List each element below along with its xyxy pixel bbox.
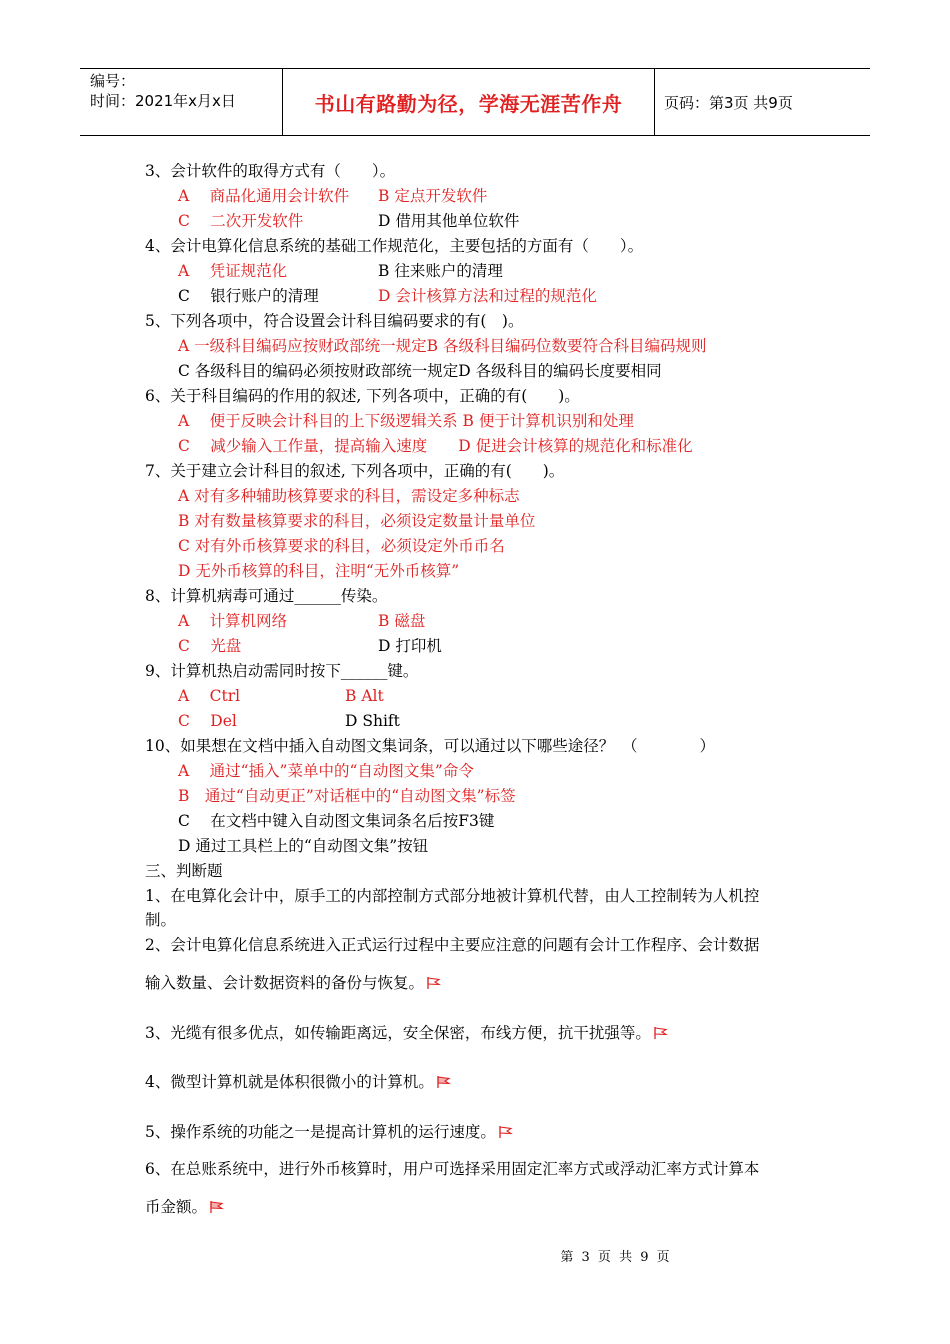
- answer-text: B 通过“自动更正”对话框中的“自动图文集”标签: [178, 787, 516, 805]
- header-meta: [80, 69, 283, 135]
- text-line: [145, 310, 523, 332]
- body-text: D 通过工具栏上的“自动图文集”按钮: [178, 837, 429, 855]
- body-text: 3、会计软件的取得方式有（ ）。: [145, 162, 396, 180]
- answer-text: C 减少输入工作量，提高输入速度 D 促进会计核算的规范化和标准化: [178, 437, 693, 455]
- flag-icon: [653, 1026, 668, 1040]
- answer-text: A 计算机网络: [178, 612, 288, 630]
- footer-total-prefix: 共: [619, 1250, 633, 1265]
- text-line: [178, 560, 459, 582]
- body-text: 输入数量、会计数据资料的备份与恢复。: [145, 974, 425, 992]
- answer-text: C 对有外币核算要求的科目，必须设定外币币名: [178, 537, 505, 555]
- flag-icon: [209, 1200, 224, 1214]
- answer-text: A 通过“插入”菜单中的“自动图文集”命令: [178, 762, 474, 780]
- flag-icon: [426, 976, 441, 990]
- answer-text: B 磁盘: [378, 612, 426, 630]
- text-line: [178, 760, 474, 782]
- body-text: D Shift: [345, 712, 400, 730]
- header-page-info: 页码：第3页 共9页: [664, 93, 793, 112]
- answer-text: A 便于反映会计科目的上下级逻辑关系 B 便于计算机识别和处理: [178, 412, 634, 430]
- body-text: B 往来账户的清理: [378, 262, 503, 280]
- doc-number-label: 编号：: [90, 72, 136, 90]
- text-line: [145, 1196, 224, 1218]
- body-text: 7、关于建立会计科目的叙述, 下列各项中，正确的有( )。: [145, 462, 565, 480]
- footer-page-number: 3: [581, 1250, 590, 1265]
- footer-page-suffix: 页: [597, 1250, 611, 1265]
- text-line: [145, 460, 564, 482]
- answer-text: C Del: [178, 712, 237, 730]
- body-text: 5、下列各项中，符合设置会计科目编码要求的有( )。: [145, 312, 524, 330]
- text-line: [178, 210, 520, 232]
- text-line: [178, 785, 516, 807]
- body-text: 6、在总账系统中，进行外币核算时，用户可选择采用固定汇率方式或浮动汇率方式计算本: [145, 1160, 760, 1178]
- body-text: D 打印机: [378, 637, 442, 655]
- text-line: [178, 710, 400, 732]
- text-line: [178, 410, 634, 432]
- body-text: 制。: [145, 911, 177, 929]
- body-text: C 在文档中键入自动图文集词条名后按F3键: [178, 812, 495, 830]
- footer-total-pages: 9: [640, 1250, 649, 1265]
- text-line: [178, 635, 442, 657]
- answer-text: B Alt: [345, 687, 384, 705]
- text-line: [145, 235, 643, 257]
- answer-text: A 一级科目编码应按财政部统一规定B 各级科目编码位数要符合科目编码规则: [178, 337, 707, 355]
- text-line: [178, 185, 488, 207]
- text-line: [178, 835, 428, 857]
- body-text: 6、关于科目编码的作用的叙述, 下列各项中，正确的有( )。: [145, 387, 580, 405]
- answer-text: C 二次开发软件: [178, 212, 304, 230]
- body-text: 1、在电算化会计中，原手工的内部控制方式部分地被计算机代替，由人工控制转为人机控: [145, 887, 760, 905]
- body-text: 10、如果想在文档中插入自动图文集词条，可以通过以下哪些途径？ （ ）: [145, 737, 715, 755]
- answer-text: A 对有多种辅助核算要求的科目，需设定多种标志: [178, 487, 520, 505]
- text-line: [145, 1121, 513, 1143]
- body-text: 4、微型计算机就是体积很微小的计算机。: [145, 1073, 434, 1091]
- text-line: [145, 160, 395, 182]
- text-line: [145, 885, 759, 907]
- footer-prefix: 第: [560, 1250, 574, 1265]
- answer-text: B 定点开发软件: [378, 187, 488, 205]
- text-line: [178, 335, 706, 357]
- answer-text: D 会计核算方法和过程的规范化: [378, 287, 597, 305]
- body-text: 币金额。: [145, 1198, 208, 1216]
- body-text: C 银行账户的清理: [178, 287, 319, 305]
- text-line: [145, 972, 441, 994]
- body-text: 9、计算机热启动需同时按下______键。: [145, 662, 419, 680]
- flag-icon: [498, 1125, 513, 1139]
- body-text: C 各级科目的编码必须按财政部统一规定D 各级科目的编码长度要相同: [178, 362, 662, 380]
- body-text: 3、光缆有很多优点，如传输距离远，安全保密，布线方便，抗干扰强等。: [145, 1024, 651, 1042]
- answer-text: A 凭证规范化: [178, 262, 288, 280]
- answer-text: A 商品化通用会计软件: [178, 187, 350, 205]
- text-line: [145, 385, 580, 407]
- answer-text: B 对有数量核算要求的科目，必须设定数量计量单位: [178, 512, 536, 530]
- text-line: [178, 360, 662, 382]
- page-header: [80, 68, 870, 136]
- text-line: [145, 660, 418, 682]
- answer-text: C 光盘: [178, 637, 242, 655]
- answer-text: D 无外币核算的科目，注明“无外币核算”: [178, 562, 460, 580]
- text-line: [178, 685, 384, 707]
- text-line: [178, 610, 426, 632]
- body-text: 4、会计电算化信息系统的基础工作规范化，主要包括的方面有（ ）。: [145, 237, 644, 255]
- body-text: D 借用其他单位软件: [378, 212, 520, 230]
- text-line: [145, 860, 223, 882]
- header-page-info-cell: [655, 69, 870, 135]
- text-line: [178, 260, 503, 282]
- answer-text: A Ctrl: [178, 687, 241, 705]
- doc-date-label: 时间：2021年x月x日: [90, 92, 236, 110]
- text-line: [178, 435, 693, 457]
- text-line: [145, 1071, 451, 1093]
- text-line: [178, 510, 535, 532]
- body-text: 5、操作系统的功能之一是提高计算机的运行速度。: [145, 1123, 496, 1141]
- text-line: [145, 585, 387, 607]
- header-motto-cell: [283, 69, 655, 135]
- header-motto: 书山有路勤为径，学海无涯苦作舟: [314, 91, 623, 116]
- body-text: 2、会计电算化信息系统进入正式运行过程中主要应注意的问题有会计工作程序、会计数据: [145, 936, 760, 954]
- text-line: [178, 485, 520, 507]
- text-line: [178, 810, 494, 832]
- text-line: [178, 535, 505, 557]
- text-line: [145, 1022, 668, 1044]
- text-line: [178, 285, 597, 307]
- text-line: [145, 934, 759, 956]
- text-line: [145, 1158, 759, 1180]
- text-line: [145, 735, 715, 757]
- footer-total-suffix: 页: [656, 1250, 670, 1265]
- body-text: 三、判断题: [145, 862, 223, 880]
- body-text: 8、计算机病毒可通过______传染。: [145, 587, 388, 605]
- text-line: [145, 909, 176, 931]
- flag-icon: [436, 1075, 451, 1089]
- page-footer: [0, 1246, 950, 1265]
